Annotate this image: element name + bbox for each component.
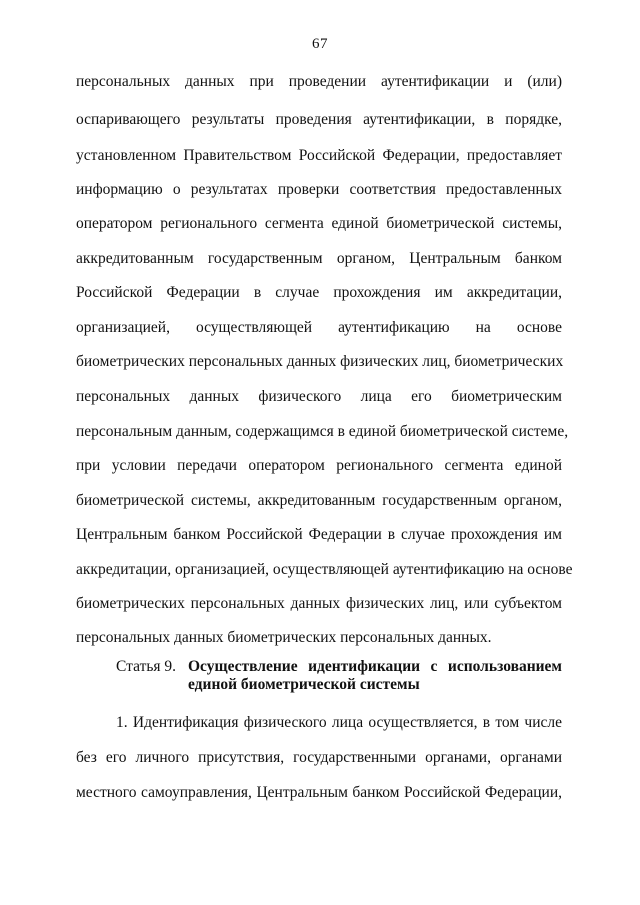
text-line: аккредитации, организацией, осуществляющей аутентификацию на основе — [76, 561, 573, 578]
text-line: организацией, осуществляющей аутентификацию на основе — [76, 319, 562, 336]
text-line: при условии передачи оператором регионального сегмента единой — [76, 457, 562, 474]
text-line: оспаривающего результаты проведения аутентификации, в порядке, — [76, 111, 562, 128]
text-line: персональных данных биометрических персональных данных. — [76, 629, 492, 646]
text-line: установленном Правительством Российской Федерации, предоставляет — [76, 147, 562, 164]
text-line: персональных данных физического лица его биометрическим — [76, 388, 562, 405]
text-line: оператором регионального сегмента единой биометрической системы, — [76, 215, 562, 232]
text-line: аккредитованным государственным органом, Центральным банком — [76, 250, 562, 267]
text-line: биометрических персональных данных физических лиц, биометрических — [76, 353, 564, 370]
page-number: 67 — [312, 36, 328, 52]
text-line: без его личного присутствия, государственными органами, органами — [76, 749, 562, 766]
text-line: информацию о результатах проверки соответствия предоставленных — [76, 181, 562, 198]
article-label: Статья 9. — [116, 658, 177, 675]
text-line: Центральным банком Российской Федерации в случае прохождения им — [76, 526, 562, 543]
text-line: Российской Федерации в случае прохождения им аккредитации, — [76, 284, 562, 301]
text-line: персональных данных при проведении аутентификации и (или) — [76, 73, 562, 90]
text-line: персональным данным, содержащимся в единой биометрической системе, — [76, 423, 569, 440]
text-line: биометрической системы, аккредитованным государственным органом, — [76, 492, 562, 509]
text-line: биометрических персональных данных физических лиц, или субъектом — [76, 595, 562, 612]
article-title: Осуществление идентификации с использованием единой биометрической системы — [188, 658, 562, 693]
text-line: 1. Идентификация физического лица осуществляется, в том числе — [116, 714, 562, 731]
text-line: местного самоуправления, Центральным банком Российской Федерации, — [76, 784, 562, 801]
